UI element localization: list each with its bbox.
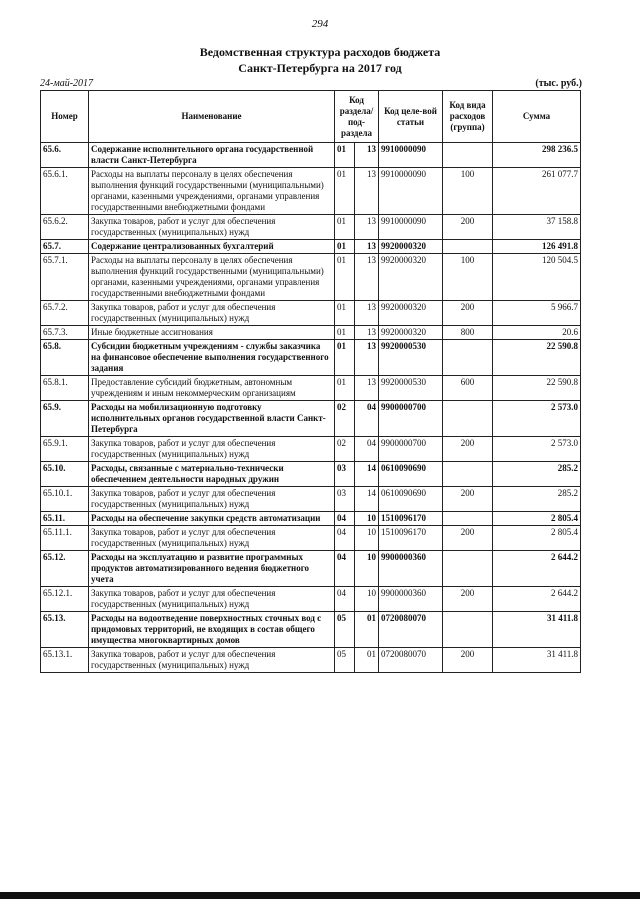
table-row [41,612,581,648]
row-expense-type [443,340,493,376]
row-section-code: 04 [335,526,355,551]
row-section-code: 05 [335,648,355,673]
row-article-code: 9900000360 [379,551,443,587]
table-row [41,143,581,168]
row-number: 65.13. [41,612,89,648]
row-article-code: 9910000090 [379,143,443,168]
row-article-code: 9900000360 [379,587,443,612]
row-sum: 31 411.8 [493,612,581,648]
row-expense-type: 100 [443,254,493,301]
row-article-code: 9920000320 [379,254,443,301]
row-article-code: 0610090690 [379,487,443,512]
row-sum: 2 573.0 [493,401,581,437]
row-section-code: 01 [335,326,355,340]
row-number: 65.6.1. [41,168,89,215]
page-bottom-edge [0,892,640,899]
row-sum: 37 158.8 [493,215,581,240]
row-number: 65.12. [41,551,89,587]
row-subsection-code: 13 [355,143,379,168]
row-subsection-code: 14 [355,462,379,487]
row-name: Закупка товаров, работ и услуг для обеспечения государственных (муниципальных) нужд [89,437,335,462]
table-row [41,215,581,240]
row-sum: 5 966.7 [493,301,581,326]
row-number: 65.7.3. [41,326,89,340]
table-header-row [41,91,581,143]
row-expense-type [443,240,493,254]
table-row [41,551,581,587]
document-date: 24-май-2017 [40,78,94,89]
row-expense-type: 200 [443,437,493,462]
row-article-code: 9910000090 [379,168,443,215]
header-number: Номер [41,91,89,143]
row-subsection-code: 10 [355,526,379,551]
row-expense-type [443,551,493,587]
row-number: 65.7. [41,240,89,254]
row-section-code: 03 [335,487,355,512]
row-subsection-code: 13 [355,215,379,240]
row-name: Закупка товаров, работ и услуг для обеспечения государственных (муниципальных) нужд [89,487,335,512]
table-row [41,648,581,673]
row-article-code: 9920000530 [379,376,443,401]
row-section-code: 03 [335,462,355,487]
table-row [41,168,581,215]
row-expense-type [443,143,493,168]
row-expense-type [443,401,493,437]
row-sum: 298 236.5 [493,143,581,168]
row-subsection-code: 13 [355,376,379,401]
row-sum: 285.2 [493,487,581,512]
header-expense-type: Код вида расходов (группа) [443,91,493,143]
row-name: Расходы на водоотведение поверхностных сточных вод с придомовых территорий, не входящих в состав общего имущества многоквартирных домов [89,612,335,648]
row-section-code: 01 [335,143,355,168]
row-sum: 261 077.7 [493,168,581,215]
row-name: Содержание централизованных бухгалтерий [89,240,335,254]
row-article-code: 0720080070 [379,648,443,673]
row-name: Расходы на эксплуатацию и развитие программных продуктов автоматизированного ведения бюджетного учета [89,551,335,587]
header-sum: Сумма [493,91,581,143]
row-number: 65.8. [41,340,89,376]
row-article-code: 0720080070 [379,612,443,648]
table-row [41,587,581,612]
row-article-code: 9920000320 [379,240,443,254]
row-subsection-code: 04 [355,401,379,437]
row-expense-type [443,612,493,648]
row-sum: 31 411.8 [493,648,581,673]
row-section-code: 04 [335,587,355,612]
row-number: 65.7.2. [41,301,89,326]
header-name: Наименование [89,91,335,143]
row-section-code: 02 [335,437,355,462]
table-row [41,254,581,301]
row-expense-type: 200 [443,215,493,240]
row-name: Закупка товаров, работ и услуг для обеспечения государственных (муниципальных) нужд [89,526,335,551]
row-article-code: 9900000700 [379,437,443,462]
row-number: 65.8.1. [41,376,89,401]
row-article-code: 9900000700 [379,401,443,437]
row-section-code: 01 [335,340,355,376]
header-article: Код целе-вой статьи [379,91,443,143]
table-row [41,301,581,326]
row-section-code: 01 [335,215,355,240]
row-subsection-code: 04 [355,437,379,462]
table-row [41,326,581,340]
row-number: 65.6. [41,143,89,168]
row-name: Иные бюджетные ассигнования [89,326,335,340]
table-row [41,240,581,254]
table-row [41,487,581,512]
row-subsection-code: 10 [355,587,379,612]
row-name: Содержание исполнительного органа государственной власти Санкт-Петербурга [89,143,335,168]
page-number: 294 [311,18,329,30]
row-subsection-code: 13 [355,240,379,254]
row-section-code: 01 [335,376,355,401]
table-row [41,512,581,526]
row-article-code: 1510096170 [379,512,443,526]
table-row [41,437,581,462]
row-name: Предоставление субсидий бюджетным, автономным учреждениям и иным некоммерческим организациям [89,376,335,401]
row-sum: 2 805.4 [493,526,581,551]
table-body [41,143,581,673]
row-name: Расходы, связанные с материально-технически обеспечением деятельности народных дружин [89,462,335,487]
row-expense-type: 800 [443,326,493,340]
row-subsection-code: 13 [355,168,379,215]
row-name: Расходы на обеспечение закупки средств автоматизации [89,512,335,526]
table-row [41,526,581,551]
row-sum: 20.6 [493,326,581,340]
row-number: 65.9. [41,401,89,437]
row-number: 65.6.2. [41,215,89,240]
row-expense-type: 200 [443,648,493,673]
title-line-2: Санкт-Петербурга на 2017 год [238,61,402,75]
row-name: Субсидии бюджетным учреждениям - службы заказчика на финансовое обеспечение выполнения государственного задания [89,340,335,376]
row-subsection-code: 13 [355,340,379,376]
header-section: Код раздела/ под-раздела [335,91,379,143]
budget-table [40,90,581,673]
row-sum: 285.2 [493,462,581,487]
row-article-code: 9920000530 [379,340,443,376]
row-sum: 2 644.2 [493,587,581,612]
row-article-code: 9910000090 [379,215,443,240]
row-subsection-code: 13 [355,326,379,340]
row-name: Расходы на мобилизационную подготовку исполнительных органов государственной власти Санкт-Петербурга [89,401,335,437]
title-line-1: Ведомственная структура расходов бюджета [199,45,441,59]
table-row [41,376,581,401]
row-name: Закупка товаров, работ и услуг для обеспечения государственных (муниципальных) нужд [89,587,335,612]
row-name: Закупка товаров, работ и услуг для обеспечения государственных (муниципальных) нужд [89,301,335,326]
row-expense-type [443,512,493,526]
row-expense-type: 600 [443,376,493,401]
row-article-code: 9920000320 [379,326,443,340]
row-number: 65.13.1. [41,648,89,673]
row-subsection-code: 13 [355,254,379,301]
row-section-code: 05 [335,612,355,648]
units-label: (тыс. руб.) [535,78,582,89]
row-subsection-code: 01 [355,612,379,648]
row-expense-type: 200 [443,526,493,551]
row-section-code: 01 [335,168,355,215]
row-sum: 22 590.8 [493,340,581,376]
row-expense-type: 100 [443,168,493,215]
row-sum: 2 644.2 [493,551,581,587]
row-expense-type: 200 [443,487,493,512]
row-name: Закупка товаров, работ и услуг для обеспечения государственных (муниципальных) нужд [89,215,335,240]
row-name: Расходы на выплаты персоналу в целях обеспечения выполнения функций государственными (муниципальными) органами, казенными учреждениями, органами управления государственными внебюджетными фондами [89,254,335,301]
row-expense-type: 200 [443,587,493,612]
row-article-code: 1510096170 [379,526,443,551]
row-subsection-code: 10 [355,512,379,526]
row-section-code: 04 [335,512,355,526]
document-title [0,44,640,76]
row-article-code: 9920000320 [379,301,443,326]
row-section-code: 04 [335,551,355,587]
row-sum: 126 491.8 [493,240,581,254]
row-expense-type [443,462,493,487]
row-expense-type: 200 [443,301,493,326]
row-number: 65.12.1. [41,587,89,612]
row-subsection-code: 10 [355,551,379,587]
row-name: Закупка товаров, работ и услуг для обеспечения государственных (муниципальных) нужд [89,648,335,673]
row-sum: 2 573.0 [493,437,581,462]
row-article-code: 0610090690 [379,462,443,487]
table-row [41,340,581,376]
row-sum: 120 504.5 [493,254,581,301]
row-number: 65.10.1. [41,487,89,512]
row-number: 65.7.1. [41,254,89,301]
row-subsection-code: 14 [355,487,379,512]
row-section-code: 01 [335,254,355,301]
row-number: 65.9.1. [41,437,89,462]
table-row [41,462,581,487]
row-number: 65.11. [41,512,89,526]
row-sum: 22 590.8 [493,376,581,401]
row-name: Расходы на выплаты персоналу в целях обеспечения выполнения функций государственными (муниципальными) органами, казенными учреждениями, органами управления государственными внебюджетными фондами [89,168,335,215]
row-number: 65.10. [41,462,89,487]
row-number: 65.11.1. [41,526,89,551]
row-section-code: 01 [335,301,355,326]
row-section-code: 01 [335,240,355,254]
row-subsection-code: 01 [355,648,379,673]
row-subsection-code: 13 [355,301,379,326]
row-sum: 2 805.4 [493,512,581,526]
row-section-code: 02 [335,401,355,437]
table-row [41,401,581,437]
